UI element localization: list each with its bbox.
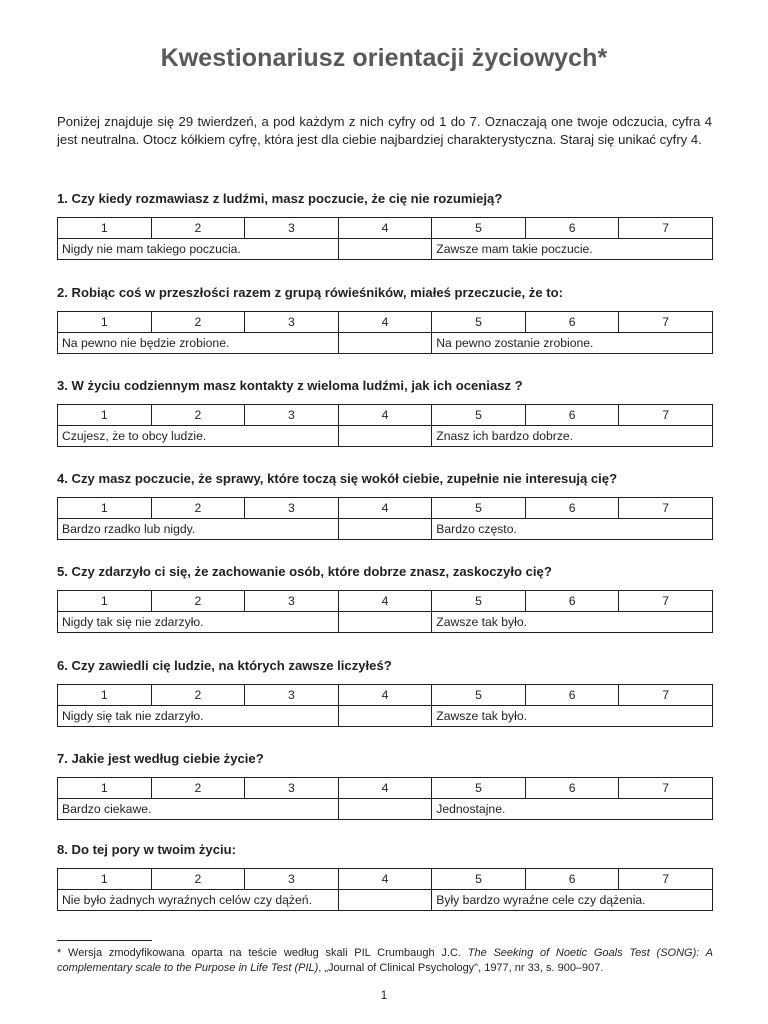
scale-option-7[interactable]: 7 [619,218,713,239]
scale-label-low: Na pewno nie będzie zrobione. [58,333,339,354]
scale-label-high: Bardzo często. [432,519,713,540]
scale-option-3[interactable]: 3 [245,405,339,426]
footnote-suffix: , „Journal of Clinical Psychology", 1977, nr 33, s. 900–907. [318,962,604,974]
scale-option-6[interactable]: 6 [525,778,619,799]
rating-scale-table [57,590,713,633]
scale-label-neutral [338,426,432,447]
question-block [57,751,713,820]
question-text: 4. Czy masz poczucie, że sprawy, które toczą się wokół ciebie, zupełnie nie interesują cię? [57,471,618,486]
scale-option-1[interactable]: 1 [58,685,152,706]
scale-option-6[interactable]: 6 [525,591,619,612]
scale-label-low: Czujesz, że to obcy ludzie. [58,426,339,447]
scale-label-high: Jednostajne. [432,799,713,820]
scale-label-low: Bardzo ciekawe. [58,799,339,820]
scale-label-high: Zawsze mam takie poczucie. [432,239,713,260]
footnote-title: The Seeking of Noetic Goals Test (SONG): A complementary scale to the Purpose in Life Test (PIL) [57,947,714,974]
question-block [57,658,713,727]
scale-option-1[interactable]: 1 [58,778,152,799]
rating-scale-table [57,217,713,260]
scale-option-5[interactable]: 5 [432,498,526,519]
scale-option-6[interactable]: 6 [525,498,619,519]
footnote-divider [57,940,152,941]
question-block [57,842,713,911]
scale-option-2[interactable]: 2 [151,498,245,519]
scale-label-low: Nigdy nie mam takiego poczucia. [58,239,339,260]
scale-option-1[interactable]: 1 [58,869,152,890]
scale-label-high: Były bardzo wyraźne cele czy dążenia. [432,890,713,911]
question-block [57,191,713,260]
scale-option-7[interactable]: 7 [619,685,713,706]
rating-scale-table [57,311,713,354]
scale-label-low: Nigdy się tak nie zdarzyło. [58,706,339,727]
scale-label-high: Zawsze tak było. [432,612,713,633]
page-title: Kwestionariusz orientacji życiowych* [160,44,608,72]
question-text: 7. Jakie jest według ciebie życie? [57,751,264,766]
footnote [57,946,713,976]
scale-option-3[interactable]: 3 [245,312,339,333]
scale-option-5[interactable]: 5 [432,218,526,239]
scale-label-high: Znasz ich bardzo dobrze. [432,426,713,447]
scale-label-neutral [338,239,432,260]
scale-option-2[interactable]: 2 [151,218,245,239]
scale-option-7[interactable]: 7 [619,591,713,612]
scale-option-5[interactable]: 5 [432,685,526,706]
scale-option-1[interactable]: 1 [58,312,152,333]
scale-label-neutral [338,333,432,354]
scale-option-6[interactable]: 6 [525,312,619,333]
scale-option-1[interactable]: 1 [58,591,152,612]
rating-scale-table [57,868,713,911]
scale-label-high: Na pewno zostanie zrobione. [432,333,713,354]
question-text: 6. Czy zawiedli cię ludzie, na których zawsze liczyłeś? [57,658,392,673]
scale-option-3[interactable]: 3 [245,218,339,239]
scale-option-1[interactable]: 1 [58,405,152,426]
scale-option-5[interactable]: 5 [432,778,526,799]
scale-option-6[interactable]: 6 [525,685,619,706]
question-block [57,285,713,354]
question-text: 1. Czy kiedy rozmawiasz z ludźmi, masz poczucie, że cię nie rozumieją? [57,191,503,206]
scale-label-low: Bardzo rzadko lub nigdy. [58,519,339,540]
rating-scale-table [57,497,713,540]
scale-option-6[interactable]: 6 [525,869,619,890]
question-text: 5. Czy zdarzyło ci się, że zachowanie osób, które dobrze znasz, zaskoczyło cię? [57,564,552,579]
scale-option-3[interactable]: 3 [245,685,339,706]
scale-option-3[interactable]: 3 [245,869,339,890]
scale-option-4[interactable]: 4 [338,405,432,426]
scale-label-low: Nie było żadnych wyraźnych celów czy dążeń. [58,890,339,911]
scale-option-5[interactable]: 5 [432,312,526,333]
scale-option-6[interactable]: 6 [525,405,619,426]
scale-option-7[interactable]: 7 [619,405,713,426]
scale-option-5[interactable]: 5 [432,591,526,612]
question-block [57,564,713,633]
page-number: 1 [380,988,388,1002]
scale-option-2[interactable]: 2 [151,312,245,333]
scale-option-7[interactable]: 7 [619,778,713,799]
scale-option-1[interactable]: 1 [58,498,152,519]
question-text: 3. W życiu codziennym masz kontakty z wieloma ludźmi, jak ich oceniasz ? [57,378,523,393]
scale-option-6[interactable]: 6 [525,218,619,239]
scale-label-neutral [338,519,432,540]
rating-scale-table [57,684,713,727]
scale-label-high: Zawsze tak było. [432,706,713,727]
scale-option-4[interactable]: 4 [338,498,432,519]
scale-option-2[interactable]: 2 [151,591,245,612]
scale-option-3[interactable]: 3 [245,498,339,519]
scale-label-neutral [338,612,432,633]
scale-label-neutral [338,799,432,820]
rating-scale-table [57,404,713,447]
scale-label-neutral [338,706,432,727]
question-text: 8. Do tej pory w twoim życiu: [57,842,236,857]
question-block [57,471,713,540]
scale-option-7[interactable]: 7 [619,312,713,333]
scale-option-2[interactable]: 2 [151,869,245,890]
scale-option-4[interactable]: 4 [338,312,432,333]
scale-option-5[interactable]: 5 [432,405,526,426]
scale-option-4[interactable]: 4 [338,685,432,706]
scale-option-2[interactable]: 2 [151,778,245,799]
scale-option-7[interactable]: 7 [619,498,713,519]
scale-option-5[interactable]: 5 [432,869,526,890]
scale-option-4[interactable]: 4 [338,869,432,890]
rating-scale-table [57,777,713,820]
scale-option-3[interactable]: 3 [245,778,339,799]
scale-option-4[interactable]: 4 [338,591,432,612]
instructions-paragraph: Poniżej znajduje się 29 twierdzeń, a pod każdym z nich cyfry od 1 do 7. Oznaczają one twoje odczucia, cyfra 4 jest neutralna. Otocz kółkiem cyfrę, która jest dla ciebie najbardziej charakterystyczna. Staraj się unikać cyfry 4. [57,114,712,147]
scale-label-neutral [338,890,432,911]
scale-option-7[interactable]: 7 [619,869,713,890]
question-block [57,378,713,447]
scale-option-4[interactable]: 4 [338,218,432,239]
scale-option-4[interactable]: 4 [338,778,432,799]
scale-label-low: Nigdy tak się nie zdarzyło. [58,612,339,633]
footnote-prefix: * Wersja zmodyfikowana oparta na teście według skali PIL Crumbaugh J.C. [57,947,461,959]
scale-option-3[interactable]: 3 [245,591,339,612]
question-text: 2. Robiąc coś w przeszłości razem z grupą rówieśników, miałeś przeczucie, że to: [57,285,563,300]
scale-option-1[interactable]: 1 [58,218,152,239]
scale-option-2[interactable]: 2 [151,405,245,426]
scale-option-2[interactable]: 2 [151,685,245,706]
